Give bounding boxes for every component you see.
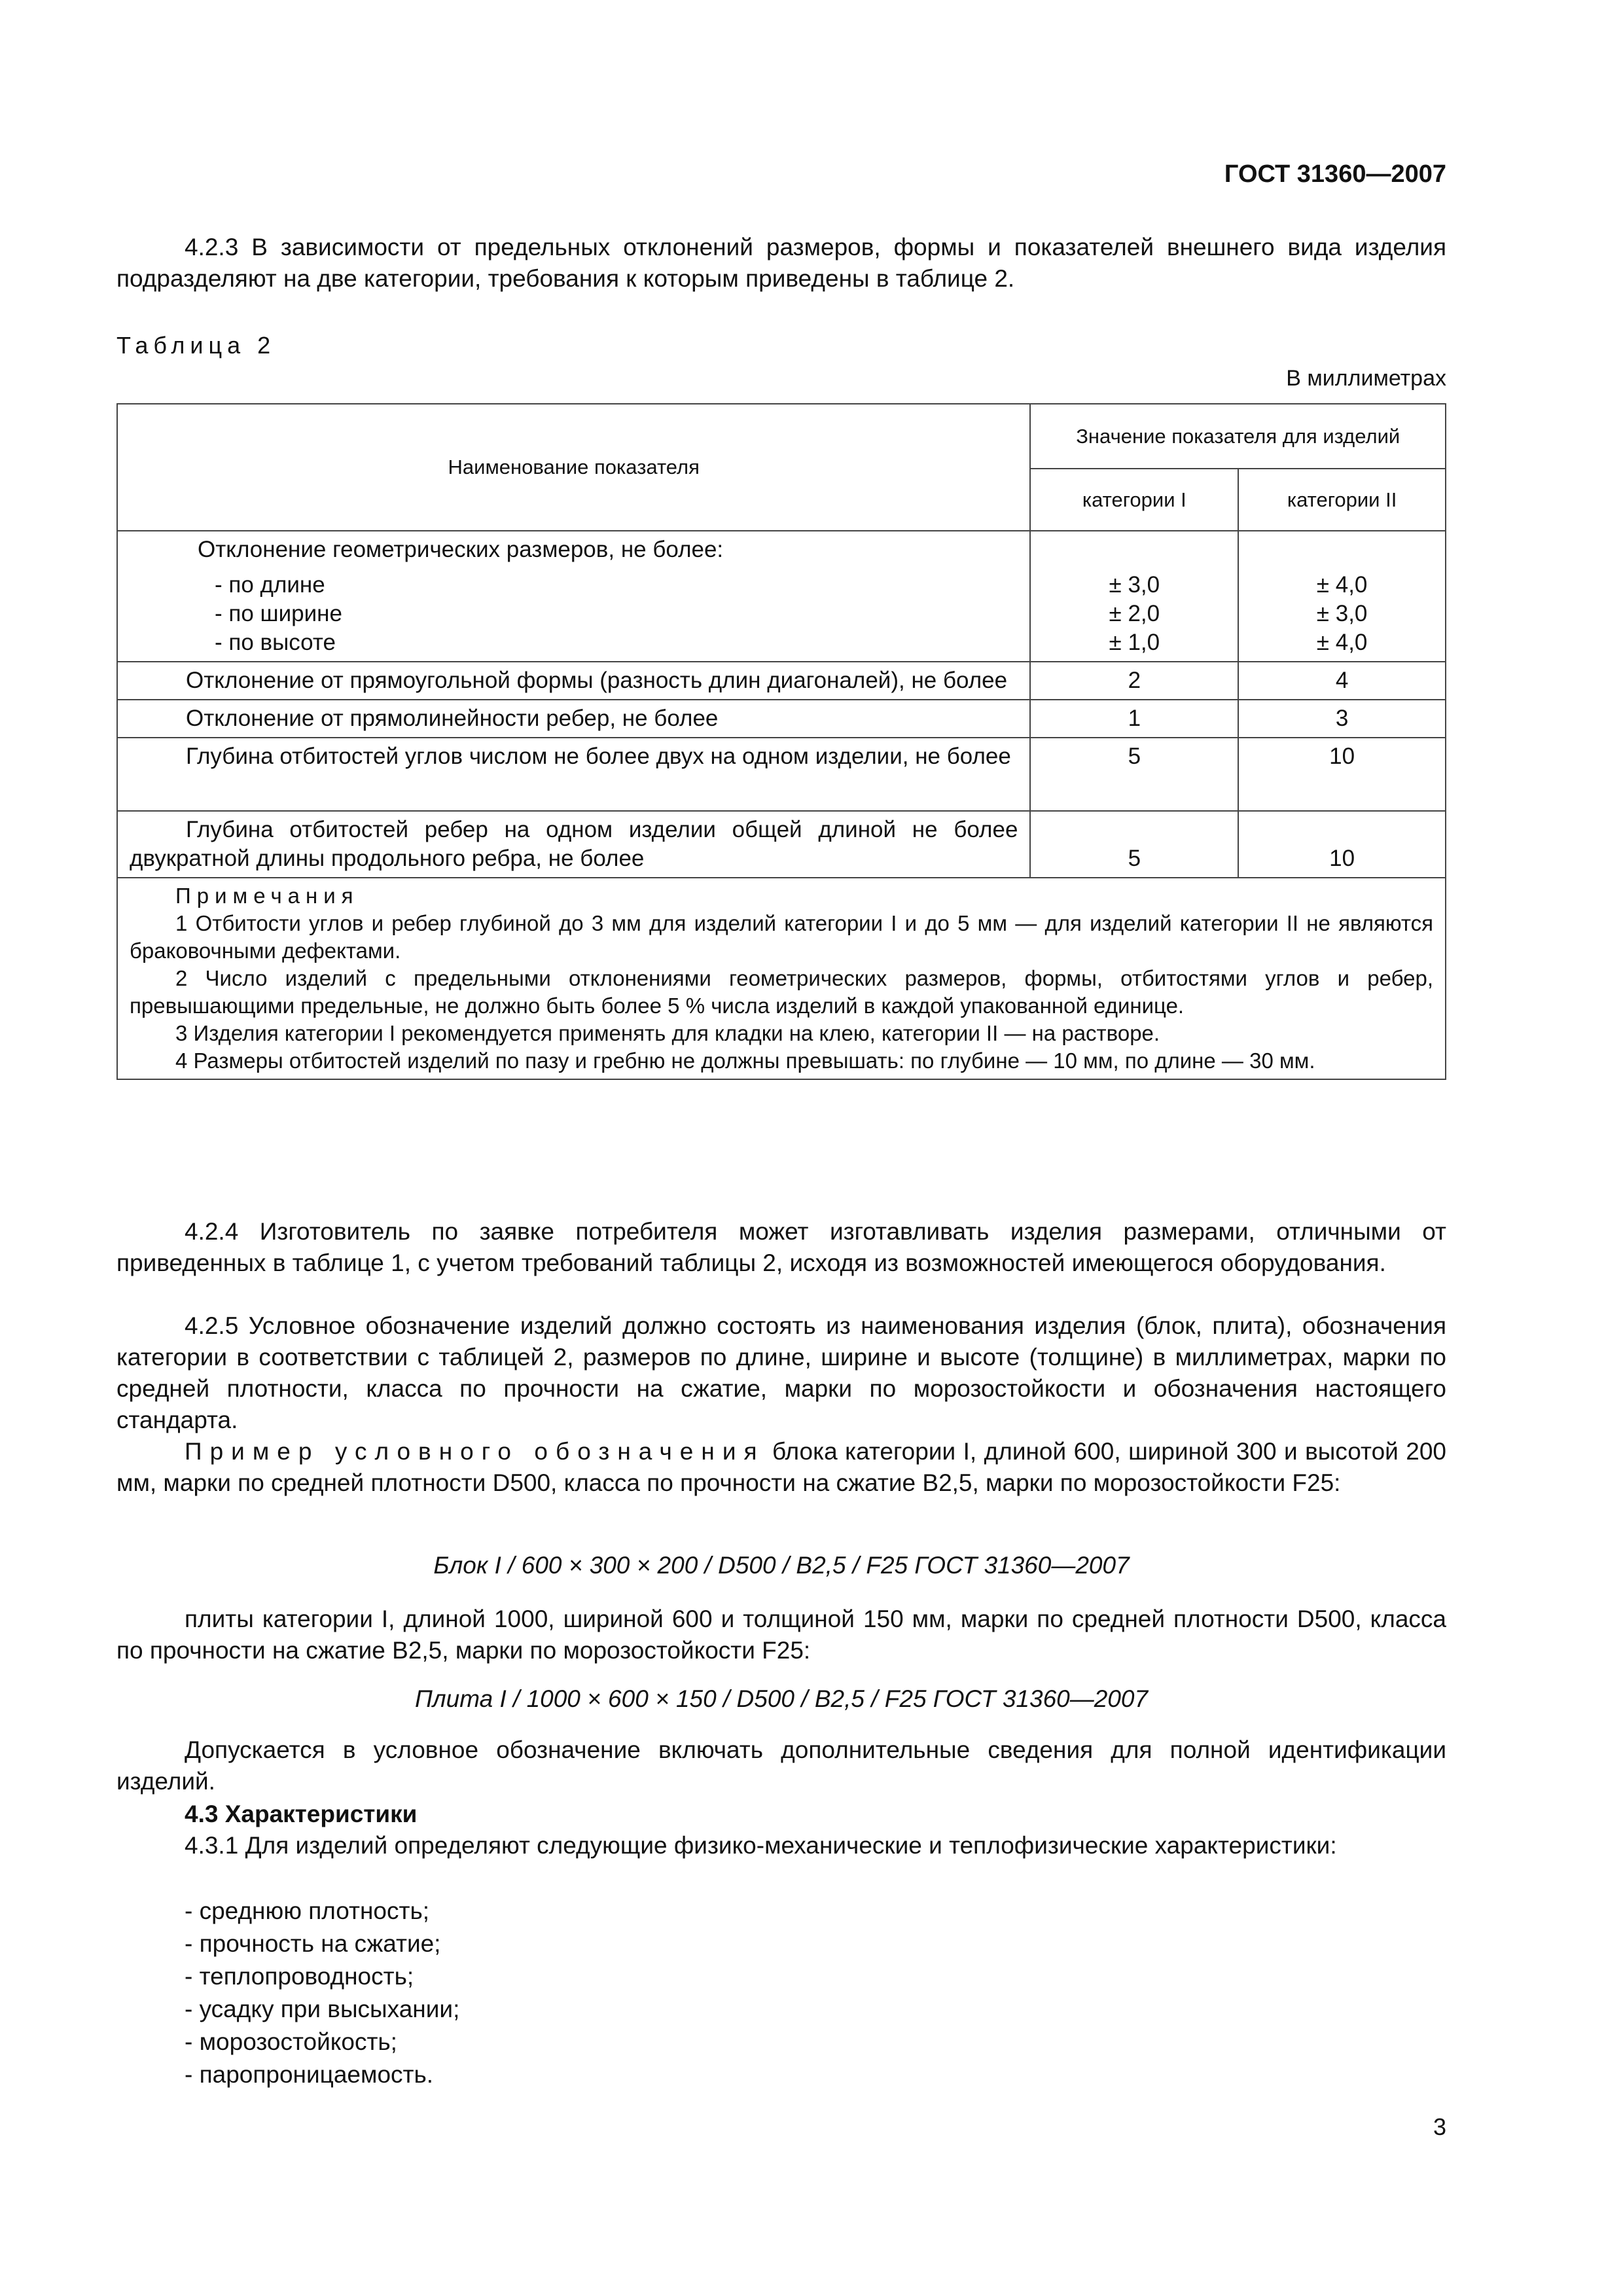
list-item: - прочность на сжатие; — [185, 1930, 441, 1957]
note-item: 1 Отбитости углов и ребер глубиной до 3 мм для изделий категории I и до 5 мм — для изделий категории II не являются браковочными дефектами. — [130, 911, 1433, 963]
table-caption: Таблица 2 — [116, 332, 276, 359]
characteristics-list — [185, 1895, 459, 2092]
cell-value: 2 — [1030, 662, 1238, 700]
additional-info-paragraph: Допускается в условное обозначение включать дополнительные сведения для полной идентификации изделий. — [116, 1736, 1446, 1795]
cell-value: 5 — [1030, 738, 1238, 811]
table-row — [117, 531, 1446, 662]
standard-header: ГОСТ 31360—2007 — [1224, 160, 1446, 188]
example-paragraph — [116, 1436, 1446, 1499]
col-header-cat2: категории II — [1238, 469, 1446, 531]
table-row — [117, 662, 1446, 700]
page-number: 3 — [1433, 2113, 1446, 2140]
cell-value: ± 4,0 — [1316, 572, 1368, 598]
cell-value: 3 — [1238, 700, 1446, 738]
list-item: - усадку при высыхании; — [185, 1996, 460, 2022]
paragraph-4-2-5: 4.2.5 Условное обозначение изделий должно состоять из наименования изделия (блок, плита), обозначения категории в соответствии с таблицей 2, размеров по длине, ширине и высоте (толщине) в миллиметрах, марки по средней плотности, класса по прочности на сжатие, марки по морозостойкости и обозначения настоящего стандарта. — [116, 1312, 1446, 1433]
cell-value: 4 — [1238, 662, 1446, 700]
col-header-name: Наименование показателя — [117, 404, 1030, 531]
cell-value: ± 3,0 — [1316, 601, 1368, 626]
table-row — [117, 738, 1446, 811]
cell-value: ± 1,0 — [1109, 630, 1160, 655]
designation-formula-plate: Плита I / 1000 × 600 × 150 / D500 / B2,5 / F25 ГОСТ 31360—2007 — [414, 1685, 1149, 1712]
paragraph-4-2-4: 4.2.4 Изготовитель по заявке потребителя может изготавливать изделия размерами, отличными от приведенных в таблице 1, с учетом требований таблицы 2, исходя из возможностей имеющегося оборудования. — [116, 1218, 1446, 1276]
example-label: Пример условного обозначения — [185, 1438, 765, 1465]
list-item: - морозостойкость; — [185, 2028, 397, 2055]
table-row — [117, 811, 1446, 878]
row-name: Глубина отбитостей углов числом не более двух на одном изделии, не более — [117, 738, 1030, 811]
paragraph-4-2-3: 4.2.3 В зависимости от предельных отклонений размеров, формы и показателей внешнего вида изделия подразделяют на две категории, требования к которым приведены в таблице 2. — [116, 234, 1446, 292]
cell-value: ± 3,0 — [1109, 572, 1160, 598]
cell-value: 10 — [1238, 738, 1446, 811]
row-name: Глубина отбитостей ребер на одном изделии общей длиной не более двукратной длины продольного ребра, не более — [117, 811, 1030, 878]
col-header-cat1: категории I — [1030, 469, 1238, 531]
section-heading-4-3: 4.3 Характеристики — [185, 1801, 418, 1827]
list-item: - теплопроводность; — [185, 1963, 414, 1990]
notes-title: Примечания — [175, 884, 359, 908]
row-sub-item: - по длине — [215, 572, 325, 598]
table-notes-row — [117, 878, 1446, 1079]
cell-value: ± 4,0 — [1316, 630, 1368, 655]
cell-value: ± 2,0 — [1109, 601, 1160, 626]
table-units: В миллиметрах — [1286, 366, 1446, 391]
plita-paragraph: плиты категории I, длиной 1000, шириной 600 и толщиной 150 мм, марки по средней плотности D500, класса по прочности на сжатие B2,5, марки по морозостойкости F25: — [116, 1605, 1446, 1664]
row-name: Отклонение от прямоугольной формы (разность длин диагоналей), не более — [117, 662, 1030, 700]
cell-value: 10 — [1238, 811, 1446, 878]
table-2 — [116, 403, 1446, 1080]
row-name: Отклонение от прямолинейности ребер, не более — [117, 700, 1030, 738]
list-item: - паропроницаемость. — [185, 2061, 434, 2088]
note-item: 2 Число изделий с предельными отклонениями геометрических размеров, формы, отбитостями углов и ребер, превышающими предельные, не должно быть более 5 % числа изделий в каждой упакованной единице. — [130, 966, 1433, 1018]
designation-formula-block: Блок I / 600 × 300 × 200 / D500 / B2,5 / F25 ГОСТ 31360—2007 — [433, 1552, 1130, 1579]
note-item: 4 Размеры отбитостей изделий по пазу и гребню не должны превышать: по глубине — 10 мм, по длине — 30 мм. — [175, 1049, 1315, 1073]
row-sub-item: - по ширине — [215, 601, 342, 626]
row-sub-item: - по высоте — [215, 630, 336, 655]
row-name: Отклонение геометрических размеров, не более: — [198, 537, 724, 562]
example-text: блока категории I, длиной 600, шириной 300 и высотой 200 мм, марки по средней плотности D500, класса по прочности на сжатие B2,5, марки по морозостойкости F25: — [116, 1438, 1447, 1496]
cell-value: 5 — [1030, 811, 1238, 878]
col-header-value: Значение показателя для изделий — [1030, 404, 1446, 469]
note-item: 3 Изделия категории I рекомендуется применять для кладки на клею, категории II — на растворе. — [175, 1021, 1160, 1045]
table-row — [117, 700, 1446, 738]
list-item: - среднюю плотность; — [185, 1897, 430, 1924]
paragraph-4-3-1: 4.3.1 Для изделий определяют следующие физико-механические и теплофизические характеристики: — [185, 1832, 1337, 1859]
cell-value: 1 — [1030, 700, 1238, 738]
